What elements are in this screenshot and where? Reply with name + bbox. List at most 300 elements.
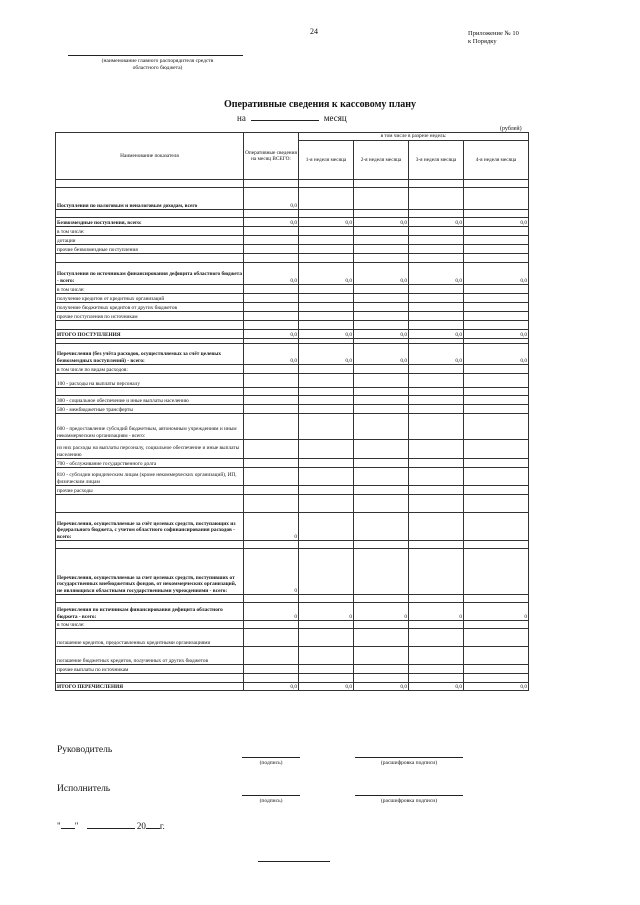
row-week-2-value: 0,0: [354, 330, 409, 339]
row-label: в том числе:: [56, 285, 244, 294]
row-week-4-value: [464, 440, 529, 459]
header-week-4: 4-я неделя месяца: [464, 141, 529, 180]
row-total-value: [244, 440, 299, 459]
org-name-caption: [70, 58, 245, 72]
row-label: [56, 388, 244, 396]
row-total-value: [244, 303, 299, 312]
table-row: [56, 180, 529, 188]
row-total-value: [244, 665, 299, 674]
row-label: прочие безвозмездные поступления: [56, 245, 244, 254]
table-row: [56, 486, 529, 495]
row-week-2-value: [354, 414, 409, 440]
row-week-3-value: [409, 468, 464, 486]
row-label: 300 - социальное обеспечение и иные выплаты населению: [56, 396, 244, 405]
row-total-value: [244, 236, 299, 245]
row-week-4-value: [464, 245, 529, 254]
row-label: 100 - расходы на выплаты персоналу: [56, 374, 244, 388]
row-total-value: [244, 629, 299, 647]
row-label: получение кредитов от кредитных организаций: [56, 294, 244, 303]
row-week-2-value: [354, 459, 409, 468]
row-label: получение бюджетных кредитов от других бюджетов: [56, 303, 244, 312]
table-row: [56, 405, 529, 414]
row-total-value: [244, 365, 299, 374]
row-label: 810 - субсидии юридическим лицам (кроме некоммерческих организаций), ИП, физическим лицам: [56, 468, 244, 486]
row-week-2-value: [354, 285, 409, 294]
row-week-2-value: [354, 440, 409, 459]
executor-signature-caption: (подпись): [259, 798, 283, 804]
row-week-1-value: [299, 549, 354, 595]
row-total-value: 0,0: [244, 263, 299, 285]
row-total-value: 0: [244, 603, 299, 621]
row-week-3-value: [409, 321, 464, 330]
table-row: [56, 365, 529, 374]
row-week-2-value: [354, 180, 409, 188]
row-week-1-value: [299, 440, 354, 459]
row-week-1-value: [299, 374, 354, 388]
row-label: прочие расходы: [56, 486, 244, 495]
row-label: [56, 541, 244, 549]
row-total-value: 0,0: [244, 344, 299, 365]
row-total-value: [244, 312, 299, 321]
row-label: Поступления по источникам финансирования дефицита областного бюджета - всего:: [56, 263, 244, 285]
row-week-3-value: [409, 254, 464, 263]
row-label: дотации: [56, 236, 244, 245]
document-title: Оперативные сведения к кассовому плану: [223, 99, 417, 110]
row-week-4-value: [464, 621, 529, 629]
row-week-4-value: [464, 674, 529, 683]
table-row: [56, 603, 529, 621]
row-week-2-value: [354, 188, 409, 210]
row-week-3-value: [409, 414, 464, 440]
row-week-1-value: [299, 254, 354, 263]
row-week-1-value: [299, 245, 354, 254]
row-week-1-value: [299, 459, 354, 468]
row-week-1-value: [299, 294, 354, 303]
row-week-1-value: [299, 388, 354, 396]
subtitle-suffix: месяц: [323, 113, 347, 123]
row-week-3-value: [409, 388, 464, 396]
row-total-value: [244, 621, 299, 629]
table-row: [56, 541, 529, 549]
row-total-value: [244, 285, 299, 294]
row-total-value: [244, 374, 299, 388]
row-week-4-value: 0,0: [464, 344, 529, 365]
row-week-3-value: [409, 365, 464, 374]
row-label: 500 - межбюджетные трансферты: [56, 405, 244, 414]
row-week-4-value: 0,0: [464, 330, 529, 339]
head-decode-line: [355, 757, 463, 758]
table-row: [56, 263, 529, 285]
document-subtitle: [237, 112, 347, 123]
row-week-1-value: [299, 285, 354, 294]
row-total-value: [244, 486, 299, 495]
table-row: [56, 440, 529, 459]
row-week-3-value: 0,0: [409, 344, 464, 365]
header-month-total: Оперативные сведения на месяц ВСЕГО:: [244, 133, 299, 180]
row-week-3-value: [409, 665, 464, 674]
row-label: [56, 674, 244, 683]
row-week-1-value: [299, 647, 354, 665]
row-label: погашение кредитов, предоставленных кредитными организациями: [56, 629, 244, 647]
table-row: [56, 303, 529, 312]
row-week-4-value: [464, 210, 529, 218]
row-week-3-value: [409, 549, 464, 595]
table-row: [56, 218, 529, 227]
row-total-value: [244, 414, 299, 440]
row-label: Перечисления по источникам финансирования дефицита областного бюджета - всего:: [56, 603, 244, 621]
row-label: в том числе по видам расходов:: [56, 365, 244, 374]
table-row: [56, 330, 529, 339]
row-week-1-value: [299, 227, 354, 236]
table-row: [56, 245, 529, 254]
row-week-1-value: 0,0: [299, 218, 354, 227]
row-week-3-value: [409, 541, 464, 549]
table-row: [56, 312, 529, 321]
row-week-3-value: [409, 180, 464, 188]
row-week-2-value: [354, 405, 409, 414]
day-blank: [61, 819, 75, 829]
date-close-quote: ": [74, 821, 79, 831]
row-week-1-value: [299, 414, 354, 440]
row-label: Перечисления, осуществляемые за счет целевых средств, поступивших от государственных внебюджетных фондов, от некоммерческих организаций, не являющихся областными государственными учреждениями - всего:: [56, 549, 244, 595]
row-week-3-value: 0: [409, 603, 464, 621]
table-row: [56, 495, 529, 513]
head-label: Руководитель: [57, 745, 113, 755]
row-week-2-value: [354, 468, 409, 486]
row-week-3-value: [409, 245, 464, 254]
row-label: в том числе:: [56, 621, 244, 629]
table-row: [56, 683, 529, 691]
row-week-4-value: [464, 665, 529, 674]
row-week-4-value: 0,0: [464, 218, 529, 227]
row-week-4-value: [464, 365, 529, 374]
row-week-3-value: [409, 227, 464, 236]
row-week-4-value: [464, 405, 529, 414]
row-label: Безвозмездные поступления, всего:: [56, 218, 244, 227]
row-label: прочие поступления по источникам: [56, 312, 244, 321]
row-week-2-value: [354, 365, 409, 374]
row-week-2-value: [354, 486, 409, 495]
month-name-blank: [87, 819, 135, 829]
cash-plan-table: [55, 132, 529, 691]
row-week-2-value: 0,0: [354, 263, 409, 285]
row-label: [56, 595, 244, 603]
row-week-4-value: 0: [464, 603, 529, 621]
row-week-1-value: [299, 595, 354, 603]
row-week-2-value: [354, 254, 409, 263]
row-label: Перечисления (без учёта расходов, осуществляемых за счёт целевых безвозмездных поступлений) - всего:: [56, 344, 244, 365]
row-week-2-value: [354, 674, 409, 683]
row-label: из них расходы на выплаты персоналу, социальное обеспечение и иные выплаты населению: [56, 440, 244, 459]
row-total-value: 0,0: [244, 218, 299, 227]
row-total-value: 0,0: [244, 330, 299, 339]
row-total-value: [244, 254, 299, 263]
executor-signature-line: [242, 795, 300, 796]
row-label: погашение бюджетных кредитов, полученных от других бюджетов: [56, 647, 244, 665]
row-week-2-value: [354, 621, 409, 629]
head-signature-caption: (подпись): [259, 760, 283, 766]
row-week-3-value: [409, 495, 464, 513]
table-row: [56, 674, 529, 683]
header-week-1: 1-я неделя месяца: [299, 141, 354, 180]
table-row: [56, 629, 529, 647]
row-week-2-value: [354, 312, 409, 321]
row-week-1-value: [299, 495, 354, 513]
row-week-3-value: [409, 621, 464, 629]
head-decode-caption: (расшифровка подписи): [380, 760, 438, 766]
row-week-4-value: [464, 388, 529, 396]
row-week-4-value: 0,0: [464, 683, 529, 691]
table-row: [56, 459, 529, 468]
row-week-1-value: [299, 486, 354, 495]
row-week-2-value: [354, 236, 409, 245]
row-week-3-value: [409, 303, 464, 312]
table-row: [56, 227, 529, 236]
header-weeks-group: в том числе в разрезе недель:: [299, 133, 529, 141]
row-total-value: [244, 674, 299, 683]
table-row: [56, 414, 529, 440]
row-week-3-value: [409, 440, 464, 459]
row-total-value: [244, 388, 299, 396]
table-row: [56, 468, 529, 486]
org-name-line: [68, 55, 243, 56]
year-suffix: г.: [159, 821, 165, 831]
row-week-4-value: [464, 486, 529, 495]
row-total-value: [244, 227, 299, 236]
row-label: [56, 495, 244, 513]
row-total-value: 0: [244, 549, 299, 595]
row-week-3-value: [409, 513, 464, 541]
table-row: [56, 647, 529, 665]
row-week-1-value: 0,0: [299, 344, 354, 365]
table-row: [56, 344, 529, 365]
row-total-value: [244, 180, 299, 188]
row-total-value: [244, 495, 299, 513]
head-signature-line: [242, 757, 300, 758]
table-row: [56, 210, 529, 218]
table-row: [56, 321, 529, 330]
table-row: [56, 188, 529, 210]
row-week-2-value: [354, 245, 409, 254]
row-week-1-value: 0,0: [299, 683, 354, 691]
row-week-4-value: [464, 180, 529, 188]
row-week-4-value: [464, 374, 529, 388]
table-row: [56, 665, 529, 674]
month-blank: [251, 112, 319, 121]
row-week-4-value: [464, 647, 529, 665]
row-week-2-value: [354, 303, 409, 312]
row-week-3-value: [409, 312, 464, 321]
row-label: Перечисления, осуществляемые за счёт целевых средств, поступающих из федерального бюджета, с учетом областного софинансирования расходов - всего:: [56, 513, 244, 541]
row-total-value: [244, 245, 299, 254]
row-week-2-value: 0,0: [354, 683, 409, 691]
row-week-3-value: [409, 188, 464, 210]
row-week-3-value: 0,0: [409, 330, 464, 339]
row-total-value: 0,0: [244, 188, 299, 210]
row-week-3-value: 0,0: [409, 218, 464, 227]
row-week-3-value: [409, 405, 464, 414]
row-week-2-value: [354, 549, 409, 595]
row-week-4-value: [464, 396, 529, 405]
row-total-value: [244, 210, 299, 218]
row-week-2-value: [354, 388, 409, 396]
table-row: [56, 595, 529, 603]
row-week-3-value: [409, 459, 464, 468]
row-week-4-value: [464, 294, 529, 303]
row-week-1-value: [299, 303, 354, 312]
row-week-2-value: [354, 396, 409, 405]
appendix-line-2: к Порядку: [468, 38, 497, 45]
row-week-1-value: [299, 513, 354, 541]
subtitle-prefix: на: [237, 113, 246, 123]
row-total-value: 0: [244, 513, 299, 541]
row-label: 700 - обслуживание государственного долга: [56, 459, 244, 468]
row-total-value: [244, 294, 299, 303]
date-line: [57, 819, 165, 831]
row-week-2-value: [354, 595, 409, 603]
row-week-3-value: [409, 210, 464, 218]
row-label: [56, 180, 244, 188]
row-week-2-value: [354, 210, 409, 218]
row-week-4-value: [464, 312, 529, 321]
row-week-3-value: 0,0: [409, 263, 464, 285]
row-total-value: [244, 396, 299, 405]
row-week-1-value: 0,0: [299, 263, 354, 285]
row-week-4-value: [464, 495, 529, 513]
row-label: 600 - предоставление субсидий бюджетным, автономным учреждениям и иным некоммерческим организациям - всего:: [56, 414, 244, 440]
org-caption-line-2: областного бюджета): [132, 65, 183, 71]
row-week-4-value: [464, 236, 529, 245]
table-row: [56, 549, 529, 595]
table-row: [56, 285, 529, 294]
row-week-2-value: 0,0: [354, 344, 409, 365]
date-open-quote: ": [57, 821, 61, 831]
table-row: [56, 621, 529, 629]
row-week-2-value: [354, 321, 409, 330]
row-week-1-value: 0: [299, 603, 354, 621]
row-week-1-value: [299, 468, 354, 486]
row-total-value: [244, 595, 299, 603]
executor-decode-caption: (расшифровка подписи): [380, 798, 438, 804]
table-row: [56, 396, 529, 405]
row-week-4-value: [464, 285, 529, 294]
table-row: [56, 254, 529, 263]
row-label: прочие выплаты по источникам: [56, 665, 244, 674]
executor-decode-line: [355, 795, 463, 796]
row-week-1-value: [299, 180, 354, 188]
row-week-2-value: [354, 495, 409, 513]
units-label: (рублей): [500, 126, 522, 132]
footer-line: [258, 861, 330, 862]
row-week-2-value: [354, 227, 409, 236]
executor-label: Исполнитель: [57, 784, 111, 794]
row-week-2-value: [354, 294, 409, 303]
row-week-1-value: 0,0: [299, 330, 354, 339]
table-row: [56, 513, 529, 541]
row-week-4-value: [464, 188, 529, 210]
page-number: 24: [310, 27, 318, 36]
header-week-3: 3-я неделя месяца: [409, 141, 464, 180]
row-week-1-value: [299, 236, 354, 245]
row-week-2-value: [354, 647, 409, 665]
row-week-4-value: 0,0: [464, 263, 529, 285]
row-label: Поступления по налоговым и неналоговым доходам, всего: [56, 188, 244, 210]
row-week-1-value: [299, 188, 354, 210]
row-week-4-value: [464, 513, 529, 541]
row-total-value: 0,0: [244, 683, 299, 691]
table-header-row-1: [56, 133, 529, 141]
row-week-1-value: [299, 210, 354, 218]
row-week-3-value: [409, 396, 464, 405]
row-week-1-value: [299, 405, 354, 414]
row-label: ИТОГО ПЕРЕЧИСЛЕНИЯ: [56, 683, 244, 691]
row-total-value: [244, 468, 299, 486]
row-week-4-value: [464, 254, 529, 263]
row-week-3-value: [409, 629, 464, 647]
row-week-1-value: [299, 396, 354, 405]
row-week-3-value: [409, 486, 464, 495]
row-week-4-value: [464, 227, 529, 236]
row-week-2-value: [354, 513, 409, 541]
row-week-3-value: 0,0: [409, 683, 464, 691]
year-prefix: 20: [136, 821, 146, 831]
row-week-4-value: [464, 541, 529, 549]
row-week-2-value: 0: [354, 603, 409, 621]
appendix-note: [468, 30, 519, 46]
row-week-3-value: [409, 674, 464, 683]
table-row: [56, 294, 529, 303]
row-label: [56, 254, 244, 263]
row-week-4-value: [464, 321, 529, 330]
row-label: [56, 321, 244, 330]
row-week-3-value: [409, 294, 464, 303]
row-week-1-value: [299, 321, 354, 330]
table-row: [56, 236, 529, 245]
row-total-value: [244, 541, 299, 549]
row-week-1-value: [299, 674, 354, 683]
row-week-3-value: [409, 236, 464, 245]
row-week-4-value: [464, 595, 529, 603]
header-indicator-name: Наименование показателя: [56, 133, 244, 180]
row-week-3-value: [409, 285, 464, 294]
header-week-2: 2-я неделя месяца: [354, 141, 409, 180]
row-week-2-value: [354, 665, 409, 674]
row-total-value: [244, 647, 299, 665]
row-week-2-value: [354, 629, 409, 647]
row-week-3-value: [409, 374, 464, 388]
table-row: [56, 374, 529, 388]
row-week-1-value: [299, 629, 354, 647]
row-week-1-value: [299, 365, 354, 374]
row-week-4-value: [464, 549, 529, 595]
row-label: ИТОГО ПОСТУПЛЕНИЯ: [56, 330, 244, 339]
org-caption-line-1: (наименование главного распорядителя средств: [101, 58, 214, 64]
row-week-1-value: [299, 665, 354, 674]
row-total-value: [244, 321, 299, 330]
row-week-4-value: [464, 629, 529, 647]
row-week-4-value: [464, 414, 529, 440]
row-week-2-value: [354, 541, 409, 549]
row-week-3-value: [409, 647, 464, 665]
row-week-1-value: [299, 312, 354, 321]
row-week-4-value: [464, 468, 529, 486]
row-label: [56, 210, 244, 218]
appendix-line-1: Приложение № 10: [468, 30, 519, 37]
row-total-value: [244, 405, 299, 414]
row-week-1-value: [299, 621, 354, 629]
row-label: в том числе:: [56, 227, 244, 236]
row-week-4-value: [464, 303, 529, 312]
